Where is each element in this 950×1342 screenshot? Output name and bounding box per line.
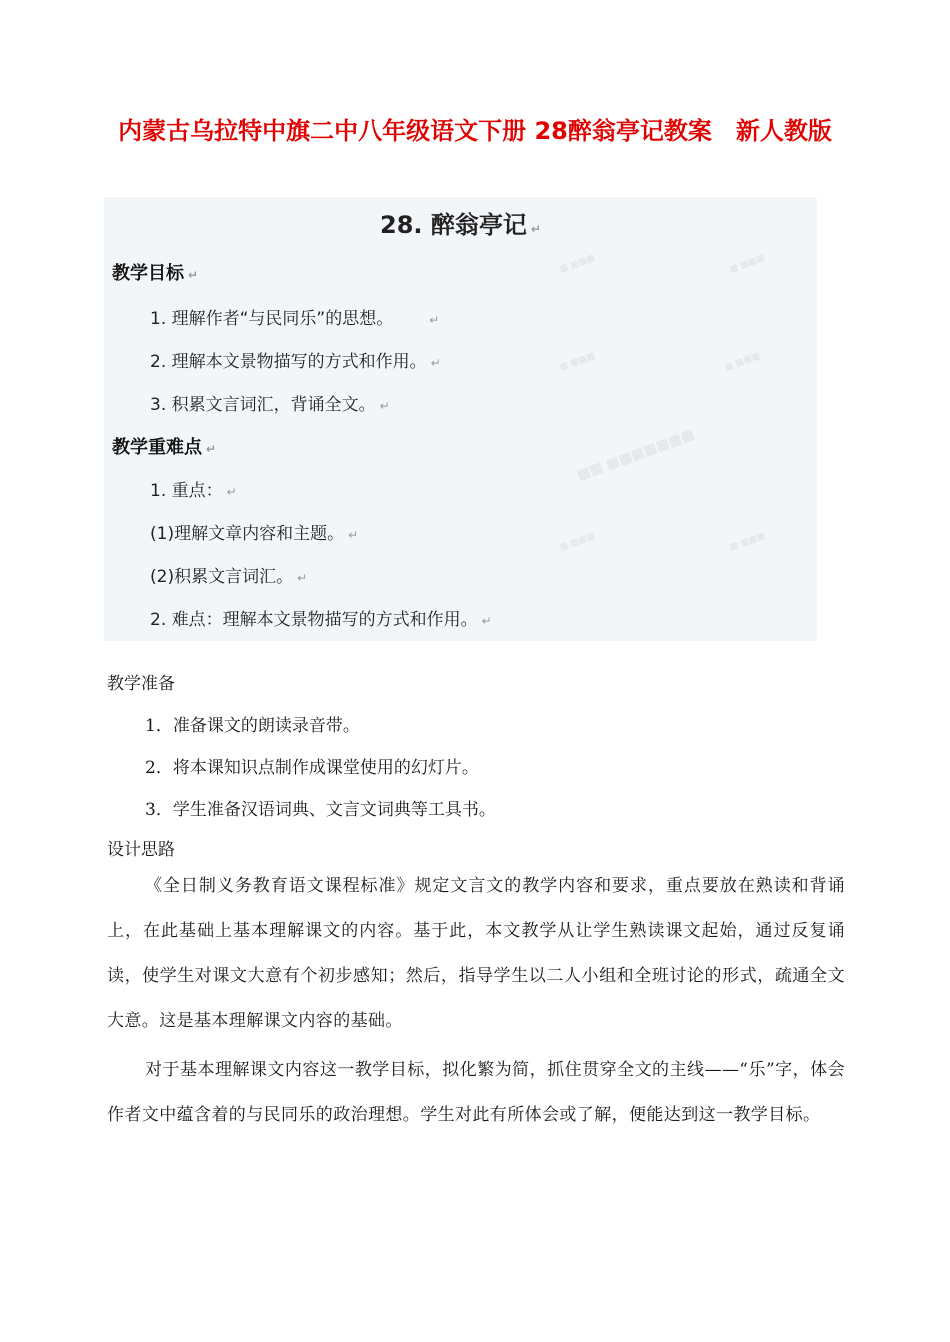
watermark: ▦ ▦▦▦ [728, 530, 767, 554]
key-point-item: (2)积累文言词汇。 ↵ [150, 567, 308, 587]
objective-item: 1. 理解作者“与民同乐”的思想。 ↵ [150, 309, 440, 329]
preparation-item: 2．将本课知识点制作成课堂使用的幻灯片。 [145, 758, 479, 778]
preparation-item: 3．学生准备汉语词典、文言文词典等工具书。 [145, 800, 496, 820]
embedded-lesson-image [104, 197, 817, 641]
watermark: ▦ ▦▦▦ [558, 530, 597, 554]
watermark: ▦ ▦▦▦ [728, 252, 767, 276]
key-point-item: 2. 难点：理解本文景物描写的方式和作用。 ↵ [150, 610, 492, 630]
watermark: ▦ ▦▦▦ [723, 350, 762, 374]
watermark: ▦ ▦▦▦ [558, 252, 597, 276]
key-points-title: 教学重难点 ↵ [112, 437, 217, 458]
preparation-item: 1．准备课文的朗读录音带。 [145, 716, 360, 736]
watermark: ▦ ▦▦▦ [558, 350, 597, 374]
key-point-item: (1)理解文章内容和主题。 ↵ [150, 524, 359, 544]
objectives-title: 教学目标 ↵ [112, 263, 199, 284]
objective-item: 2. 理解本文景物描写的方式和作用。 ↵ [150, 352, 441, 372]
document-title: 内蒙古乌拉特中旗二中八年级语文下册 28醉翁亭记教案 新人教版 [118, 117, 832, 145]
lesson-heading: 28. 醉翁亭记 ↵ [380, 211, 541, 239]
objective-item: 3. 积累文言词汇，背诵全文。 ↵ [150, 395, 390, 415]
design-paragraph: 对于基本理解课文内容这一教学目标，拟化繁为简，抓住贯穿全文的主线——“乐”字，体会作者文中蕴含着的与民同乐的政治理想。学生对此有所体会或了解，便能达到这一教学目标。 [107, 1060, 845, 1125]
design-paragraph: 《全日制义务教育语文课程标准》规定文言文的教学内容和要求，重点要放在熟读和背诵上，在此基础上基本理解课文的内容。基于此，本文教学从让学生熟读课文起始，通过反复诵读，使学生对课文大意有个初步感知；然后，指导学生以二人小组和全班讨论的形式，疏通全文大意。这是基本理解课文内容的基础。 [107, 876, 845, 1031]
preparation-title: 教学准备 [107, 674, 175, 694]
design-title: 设计思路 [107, 840, 175, 860]
watermark: ▦▦ ▦▦▦▦▦▦▦ [574, 426, 697, 484]
key-point-item: 1. 重点： ↵ [150, 481, 237, 501]
